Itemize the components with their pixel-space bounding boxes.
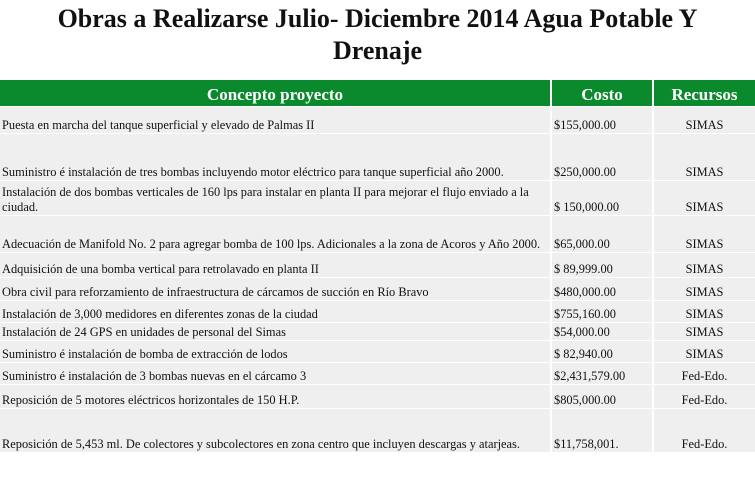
- cell-concepto: Suministro é instalación de bomba de extracción de lodos: [0, 341, 551, 363]
- table-row: [0, 363, 755, 385]
- header-concepto: Concepto proyecto: [0, 80, 551, 107]
- cell-recursos: Fed-Edo.: [653, 363, 755, 385]
- table-row: [0, 323, 755, 341]
- cell-costo: $2,431,579.00: [551, 363, 653, 385]
- cell-recursos: SIMAS: [653, 301, 755, 323]
- header-costo: Costo: [551, 80, 653, 107]
- table-row: [0, 181, 755, 216]
- table-row: [0, 253, 755, 278]
- cell-recursos: SIMAS: [653, 134, 755, 181]
- cell-costo: $ 82,940.00: [551, 341, 653, 363]
- cell-concepto: Adquisición de una bomba vertical para retrolavado en planta II: [0, 253, 551, 278]
- cell-costo: $250,000.00: [551, 134, 653, 181]
- cell-concepto: Instalación de 3,000 medidores en diferentes zonas de la ciudad: [0, 301, 551, 323]
- table-header-row: [0, 80, 755, 107]
- cell-concepto: Reposición de 5 motores eléctricos horizontales de 150 H.P.: [0, 385, 551, 409]
- table-row: [0, 134, 755, 181]
- cell-concepto: Obra civil para reforzamiento de infraestructura de cárcamos de succión en Río Bravo: [0, 278, 551, 301]
- cell-concepto: Instalación de dos bombas verticales de 160 lps para instalar en planta II para mejorar el flujo enviado a la ciudad.: [0, 181, 551, 216]
- cell-concepto: Instalación de 24 GPS en unidades de personal del Simas: [0, 323, 551, 341]
- cell-recursos: SIMAS: [653, 253, 755, 278]
- projects-table: [0, 80, 755, 452]
- cell-costo: $805,000.00: [551, 385, 653, 409]
- cell-recursos: SIMAS: [653, 181, 755, 216]
- table-row: [0, 409, 755, 453]
- cell-costo: $480,000.00: [551, 278, 653, 301]
- cell-concepto: Puesta en marcha del tanque superficial y elevado de Palmas II: [0, 107, 551, 134]
- cell-costo: $65,000.00: [551, 216, 653, 253]
- title-line-1: Obras a Realizarse Julio- Diciembre 2014 Agua Potable Y: [57, 4, 698, 33]
- cell-costo: $ 150,000.00: [551, 181, 653, 216]
- cell-costo: $ 89,999.00: [551, 253, 653, 278]
- cell-concepto: Reposición de 5,453 ml. De colectores y subcolectores en zona centro que incluyen descargas y atarjeas.: [0, 409, 551, 453]
- cell-recursos: Fed-Edo.: [653, 409, 755, 453]
- cell-recursos: SIMAS: [653, 216, 755, 253]
- page-title: [0, 0, 755, 72]
- table-row: [0, 341, 755, 363]
- cell-concepto: Suministro é instalación de 3 bombas nuevas en el cárcamo 3: [0, 363, 551, 385]
- header-recursos: Recursos: [653, 80, 755, 107]
- cell-costo: $755,160.00: [551, 301, 653, 323]
- table-row: [0, 301, 755, 323]
- cell-costo: $54,000.00: [551, 323, 653, 341]
- cell-costo: $11,758,001.: [551, 409, 653, 453]
- title-line-2: Drenaje: [332, 36, 423, 65]
- table-row: [0, 107, 755, 134]
- cell-recursos: SIMAS: [653, 341, 755, 363]
- cell-recursos: SIMAS: [653, 323, 755, 341]
- table-row: [0, 216, 755, 253]
- table-row: [0, 278, 755, 301]
- cell-costo: $155,000.00: [551, 107, 653, 134]
- cell-recursos: SIMAS: [653, 278, 755, 301]
- cell-concepto: Suministro é instalación de tres bombas incluyendo motor eléctrico para tanque superficial año 2000.: [0, 134, 551, 181]
- table-row: [0, 385, 755, 409]
- cell-concepto: Adecuación de Manifold No. 2 para agregar bomba de 100 lps. Adicionales a la zona de Acoros y Año 2000.: [0, 216, 551, 253]
- cell-recursos: Fed-Edo.: [653, 385, 755, 409]
- cell-recursos: SIMAS: [653, 107, 755, 134]
